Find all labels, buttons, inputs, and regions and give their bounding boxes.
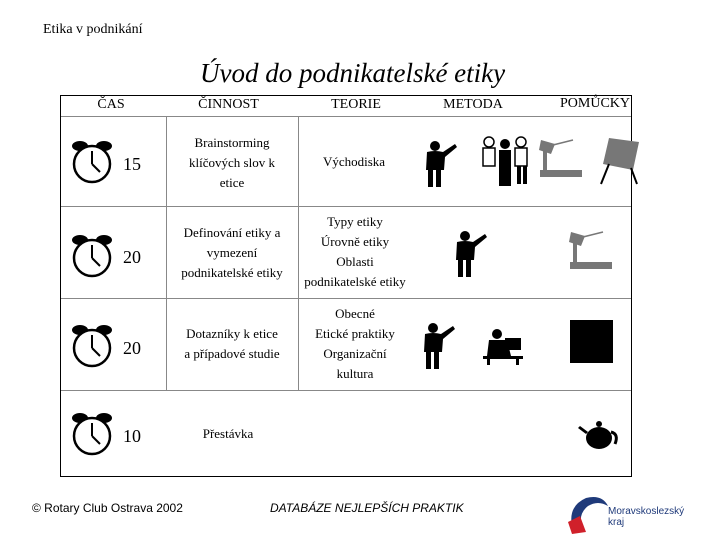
activity-cell [167,424,289,444]
activity-line: Brainstorming [194,135,270,150]
column-header-activity: ČINNOST [198,97,259,112]
row-divider [61,206,631,207]
activity-line: podnikatelské etiky [181,265,283,280]
alarm-clock-icon [69,410,115,456]
activity-line: a případové studie [184,346,280,361]
slide-title: Úvod do podnikatelské etiky [200,58,506,88]
activity-line: klíčových slov k [189,155,275,170]
footer-copyright: © Rotary Club Ostrava 2002 [32,501,183,515]
row-divider [61,390,631,391]
theory-line: Typy etiky [327,214,383,229]
activity-cell [167,324,297,364]
flipchart-icon [599,136,643,186]
alarm-clock-icon [69,138,115,184]
column-header-method: METODA [443,97,503,112]
activity-line: Dotazníky k etice [186,326,278,341]
activity-cell [167,133,297,193]
schedule-table [60,95,632,477]
time-value: 10 [123,426,141,446]
presenter-icon [451,230,491,278]
row-divider [61,298,631,299]
overhead-projector-icon [537,138,585,182]
column-header-theory: TEORIE [331,97,381,112]
alarm-clock-icon [69,322,115,368]
group-discussion-icon [479,134,531,188]
black-square-icon [570,320,613,363]
activity-line: Přestávka [202,426,254,441]
theory-line: Obecné [335,306,375,321]
logo-text [608,506,684,528]
activity-line: etice [219,175,245,190]
slide-header: Etika v podnikání [43,22,143,37]
teapot-icon [575,416,619,452]
time-value: 20 [123,247,141,267]
time-value: 15 [123,154,141,174]
footer-database: DATABÁZE NEJLEPŠÍCH PRAKTIK [270,501,464,515]
theory-cell [299,304,411,384]
presenter-icon [419,322,459,370]
logo-line: Moravskoslezský [608,506,685,517]
time-value: 20 [123,338,141,358]
theory-line: Etické praktiky [315,326,395,341]
theory-line: Úrovně etiky [320,234,390,249]
theory-cell [299,152,409,172]
person-at-desk-icon [481,326,525,366]
presenter-icon [421,140,461,188]
header-divider [61,116,631,117]
activity-line: vymezení [206,245,258,260]
theory-line: Oblasti [336,254,374,269]
theory-line: Východiska [322,154,386,169]
theory-line: kultura [336,366,374,381]
overhead-projector-icon [567,230,615,274]
activity-line: Definování etiky a [183,225,281,240]
theory-cell [299,212,411,292]
column-header-aids: POMŮCKY [559,96,630,111]
activity-cell [167,223,297,283]
theory-line: Organizační [323,346,387,361]
column-header-time: ČAS [97,97,125,112]
theory-line: podnikatelské etiky [304,274,406,289]
logo-line: kraj [608,517,625,528]
alarm-clock-icon [69,232,115,278]
